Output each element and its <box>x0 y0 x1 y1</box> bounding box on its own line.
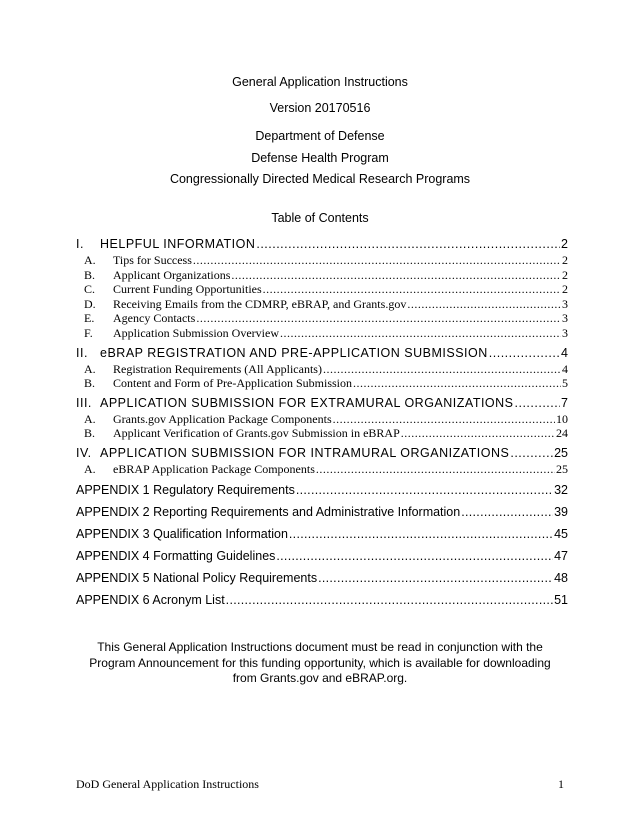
toc-leader-dots <box>296 484 553 497</box>
toc-page-number: 51 <box>554 592 568 607</box>
toc-leader-dots <box>515 397 561 410</box>
toc-leader-dots <box>510 447 553 460</box>
toc-leader-dots <box>316 463 555 475</box>
toc-page-number: 45 <box>554 526 568 541</box>
toc-item-title: Registration Requirements (All Applicants) <box>113 361 322 376</box>
toc-appendix-title: APPENDIX 3 Qualification Information <box>76 526 288 541</box>
toc-appendix-1[interactable] <box>76 483 568 499</box>
toc-page-number: 7 <box>561 395 568 410</box>
notice-paragraph: This General Application Instructions document must be read in conjunction with the Program Announcement for this funding opportunity, which is available for downloading from Grants.gov and eBRAP.org. <box>89 640 551 685</box>
toc-page-number: 39 <box>554 504 568 519</box>
toc-appendix-title: APPENDIX 6 Acronym List <box>76 592 225 607</box>
toc-page-number: 3 <box>562 296 568 311</box>
toc-page-number: 10 <box>556 411 568 426</box>
toc-section-2[interactable] <box>76 346 568 362</box>
toc-leader-dots <box>407 298 561 310</box>
toc-page-number: 2 <box>561 237 568 251</box>
toc-item-1e[interactable] <box>76 311 568 326</box>
toc-appendix-title: APPENDIX 2 Reporting Requirements and Administrative Information <box>76 504 461 519</box>
toc-item-title: eBRAP Application Package Components <box>113 461 315 476</box>
program-name: Defense Health Program <box>251 151 389 165</box>
toc-section-number: I. <box>76 237 84 251</box>
toc-leader-dots <box>289 528 553 541</box>
toc-section-1[interactable] <box>76 237 568 253</box>
toc-page-number: 47 <box>554 548 568 563</box>
toc-section-title: HELPFUL INFORMATION <box>100 237 256 251</box>
toc-page-number: 4 <box>561 345 568 360</box>
toc-item-number: C. <box>84 282 96 297</box>
toc-item-number: A. <box>84 461 96 476</box>
toc-page-number: 3 <box>562 311 568 326</box>
toc-item-1b[interactable] <box>76 268 568 283</box>
toc-leader-dots <box>196 312 561 324</box>
toc-page-number: 32 <box>554 482 568 497</box>
toc-leader-dots <box>193 254 561 266</box>
toc-item-title: Grants.gov Application Package Components <box>113 411 332 426</box>
toc-appendix-title: APPENDIX 5 National Policy Requirements <box>76 570 318 585</box>
toc-leader-dots <box>461 506 553 519</box>
toc-item-3a[interactable] <box>76 412 568 427</box>
toc-appendix-3[interactable] <box>76 527 568 543</box>
toc-section-title: eBRAP REGISTRATION AND PRE-APPLICATION SUBMISSION <box>100 345 488 360</box>
toc-item-title: Agency Contacts <box>113 311 196 326</box>
department-name: Department of Defense <box>255 129 385 143</box>
toc-page-number: 25 <box>554 445 568 460</box>
toc-heading: Table of Contents <box>271 211 369 225</box>
toc-item-number: B. <box>84 426 96 441</box>
toc-section-title: APPLICATION SUBMISSION FOR EXTRAMURAL ORGANIZATIONS <box>100 395 514 410</box>
toc-page-number: 2 <box>562 267 568 282</box>
toc-section-4[interactable] <box>76 446 568 462</box>
toc-item-1a[interactable] <box>76 253 568 268</box>
cdmrp-name: Congressionally Directed Medical Research Programs <box>169 172 471 186</box>
toc-item-title: Current Funding Opportunities <box>113 282 262 297</box>
toc-item-number: B. <box>84 376 96 391</box>
toc-page-number: 48 <box>554 570 568 585</box>
toc-item-3b[interactable] <box>76 426 568 441</box>
toc-appendix-title: APPENDIX 4 Formatting Guidelines <box>76 548 276 563</box>
toc-item-title: Content and Form of Pre-Application Submission <box>113 376 352 391</box>
toc-item-4a[interactable] <box>76 462 568 477</box>
toc-leader-dots <box>256 238 560 251</box>
toc-item-2a[interactable] <box>76 362 568 377</box>
toc-page-number: 4 <box>562 361 568 376</box>
toc-item-title: Application Submission Overview <box>113 325 279 340</box>
toc-leader-dots <box>489 347 560 360</box>
table-of-contents <box>76 237 568 609</box>
toc-item-number: D. <box>84 296 96 311</box>
toc-item-number: F. <box>84 325 93 340</box>
toc-section-number: III. <box>76 395 92 410</box>
footer-document-name: DoD General Application Instructions <box>76 777 259 791</box>
toc-page-number: 2 <box>562 253 568 267</box>
toc-section-3[interactable] <box>76 396 568 412</box>
toc-item-2b[interactable] <box>76 376 568 391</box>
toc-leader-dots <box>318 572 553 585</box>
toc-appendix-5[interactable] <box>76 571 568 587</box>
toc-leader-dots <box>353 377 561 389</box>
toc-item-title: Receiving Emails from the CDMRP, eBRAP, and Grants.gov <box>113 296 407 311</box>
toc-item-title: Applicant Verification of Grants.gov Submission in eBRAP <box>113 426 400 441</box>
toc-leader-dots <box>226 594 553 607</box>
toc-appendix-title: APPENDIX 1 Regulatory Requirements <box>76 482 295 497</box>
toc-item-number: B. <box>84 267 96 282</box>
toc-leader-dots <box>323 363 561 375</box>
toc-appendix-2[interactable] <box>76 505 568 521</box>
toc-item-number: A. <box>84 361 96 376</box>
toc-appendix-4[interactable] <box>76 549 568 565</box>
toc-item-1f[interactable] <box>76 326 568 341</box>
toc-page-number: 25 <box>556 461 568 476</box>
toc-leader-dots <box>401 427 555 439</box>
toc-item-number: E. <box>84 311 95 326</box>
document-title: General Application Instructions <box>232 75 408 89</box>
toc-item-1c[interactable] <box>76 282 568 297</box>
toc-page-number: 2 <box>562 282 568 297</box>
toc-leader-dots <box>333 413 555 425</box>
toc-section-title: APPLICATION SUBMISSION FOR INTRAMURAL ORGANIZATIONS <box>100 445 510 460</box>
footer-page-number: 1 <box>558 777 564 791</box>
toc-item-1d[interactable] <box>76 297 568 312</box>
toc-leader-dots <box>263 283 561 295</box>
toc-page-number: 5 <box>562 376 568 391</box>
toc-leader-dots <box>276 550 553 563</box>
toc-section-number: IV. <box>76 445 92 460</box>
toc-item-number: A. <box>84 411 96 426</box>
toc-leader-dots <box>280 327 561 339</box>
document-version: Version 20170516 <box>269 101 371 115</box>
toc-section-number: II. <box>76 345 88 360</box>
toc-leader-dots <box>231 269 561 281</box>
toc-item-title: Applicant Organizations <box>113 267 231 282</box>
toc-page-number: 3 <box>562 325 568 340</box>
toc-page-number: 24 <box>556 426 568 441</box>
toc-item-title: Tips for Success <box>113 253 192 267</box>
toc-appendix-6[interactable] <box>76 593 568 609</box>
toc-item-number: A. <box>84 253 96 267</box>
